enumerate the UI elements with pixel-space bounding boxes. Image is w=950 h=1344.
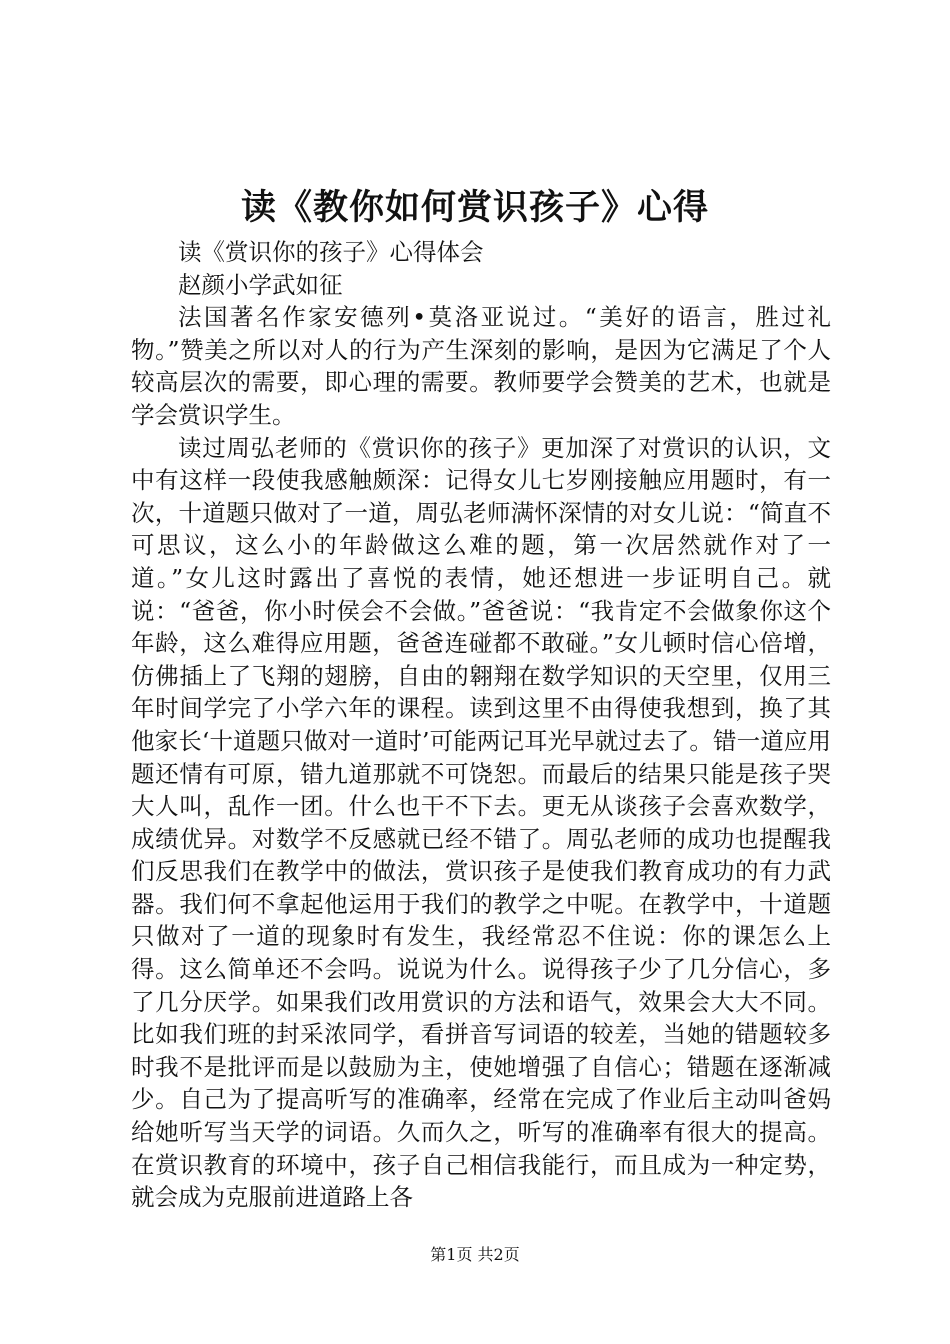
body-paragraph: 读过周弘老师的《赏识你的孩子》更加深了对赏识的认识，文中有这样一段使我感触颇深：记得女儿七岁刚接触应用题时，有一次，十道题只做对了一道，周弘老师满怀深情的对女儿说：“简直不可思议，这么小的年龄做这么难的题，第一次居然就作对了一道。”女儿这时露出了喜悦的表情，她还想进一步证明自己。就说：“爸爸，你小时侯会不会做。”爸爸说：“我肯定不会做象你这个年龄，这么难得应用题，爸爸连碰都不敢碰。”女儿顿时信心倍增，仿佛插上了飞翔的翅膀，自由的翱翔在数学知识的天空里，仅用三年时间学完了小学六年的课程。读到这里不由得使我想到，换了其他家长‘十道题只做对一道时’可能两记耳光早就过去了。错一道应用题还情有可原，错九道那就不可饶恕。而最后的结果只能是孩子哭大人叫，乱作一团。什么也干不下去。更无从谈孩子会喜欢数学，成绩优异。对数学不反感就已经不错了。周弘老师的成功也提醒我们反思我们在教学中的做法，赏识孩子是使我们教育成功的有力武器。我们何不拿起他运用于我们的教学之中呢。在教学中，十道题只做对了一道的现象时有发生，我经常忍不住说：你的课怎么上得。这么简单还不会吗。说说为什么。说得孩子少了几分信心，多了几分厌学。如果我们改用赏识的方法和语气，效果会大大不同。比如我们班的封采浓同学，看拼音写词语的较差，当她的错题较多时我不是批评而是以鼓励为主，使她增强了自信心；错题在逐渐减少。自己为了提高听写的准确率，经常在完成了作业后主动叫爸妈给她听写当天学的词语。久而久之，听写的准确率有很大的提高。在赏识教育的环境中，孩子自己相信我能行，而且成为一种定势，就会成为克服前进道路上各	[131, 433, 831, 1212]
page-footer: 第1页 共2页	[430, 1245, 520, 1264]
author-paragraph: 赵颜小学武如征	[178, 270, 343, 299]
document-body	[131, 236, 831, 1214]
document-title: 读《教你如何赏识孩子》心得	[240, 187, 709, 228]
body-paragraph: 法国著名作家安德列•莫洛亚说过。“美好的语言，胜过礼物。”赞美之所以对人的行为产生深刻的影响，是因为它满足了个人较高层次的需要，即心理的需要。教师要学会赞美的艺术，也就是学会赏识学生。	[131, 303, 831, 429]
subtitle-paragraph: 读《赏识你的孩子》心得体会	[178, 238, 484, 266]
